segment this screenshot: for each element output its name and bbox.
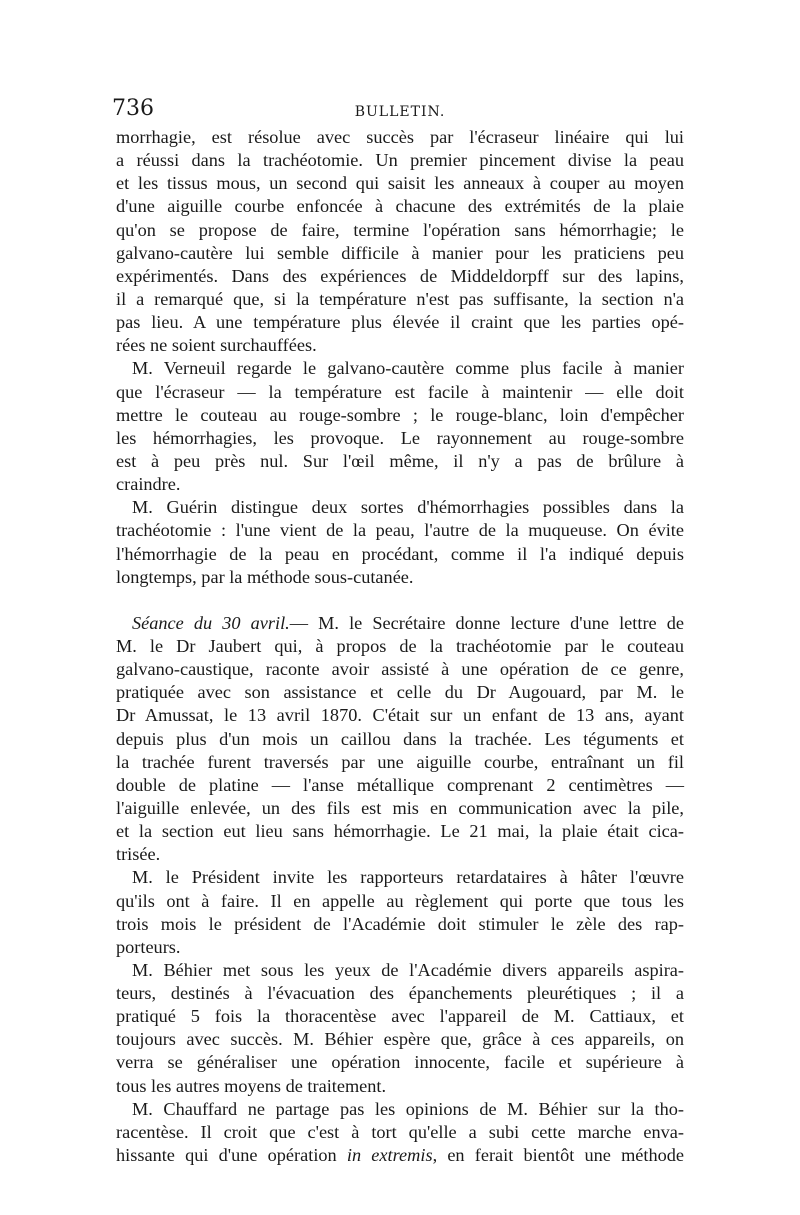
text-line: M. le Dr Jaubert qui, à propos de la trachéotomie par le couteau xyxy=(116,635,684,656)
text-line: depuis plus d'un mois un caillou dans la trachée. Les téguments et xyxy=(116,728,684,749)
text-line: M. le Président invite les rapporteurs retardataires à hâter l'œuvre xyxy=(132,867,684,888)
text-line: l'aiguille enlevée, un des fils est mis en communication avec la pile, xyxy=(116,797,684,818)
paragraph-5 xyxy=(116,866,684,959)
text-line: a réussi dans la trachéotomie. Un premier pincement divise la peau xyxy=(116,150,684,171)
text-line: verra se généraliser une opération innocente, facile et supérieure à xyxy=(116,1052,684,1073)
running-head: BULLETIN. xyxy=(354,104,446,120)
session-date: Séance du 30 avril. xyxy=(132,612,290,633)
text-line: galvano-cautère lui semble difficile à manier pour les praticiens peu xyxy=(116,242,684,263)
text-line: racentèse. Il croit que c'est à tort qu'elle a subi cette marche enva- xyxy=(116,1121,684,1142)
paragraph-6 xyxy=(116,959,684,1098)
text-line: morrhagie, est résolue avec succès par l'écraseur linéaire qui lui xyxy=(116,127,684,147)
text-line: galvano-caustique, raconte avoir assisté à une opération de ce genre, xyxy=(116,659,684,680)
text-line: qu'ils ont à faire. Il en appelle au règlement qui porte que tous les xyxy=(116,890,684,911)
text-line: et les tissus mous, un second qui saisit les anneaux à couper au moyen xyxy=(116,173,684,194)
page-number: 736 xyxy=(112,96,154,121)
text-line: qu'on se propose de faire, termine l'opération sans hémorrhagie; le xyxy=(116,219,684,240)
text-line: porteurs. xyxy=(116,936,181,957)
paragraph-4 xyxy=(116,612,684,867)
text-line: tous les autres moyens de traitement. xyxy=(116,1075,387,1096)
text-line: longtemps, par la méthode sous-cutanée. xyxy=(116,566,414,587)
text-line: M. Chauffard ne partage pas les opinions de M. Béhier sur la tho- xyxy=(132,1098,684,1119)
text-line xyxy=(116,612,684,635)
text-line: double de platine — l'anse métallique comprenant 2 centimètres — xyxy=(116,774,684,795)
text-line: la trachée furent traversés par une aiguille courbe, entraînant un fil xyxy=(116,751,684,772)
text-line: M. Béhier met sous les yeux de l'Académie divers appareils aspira- xyxy=(132,959,684,980)
section-break xyxy=(116,589,684,612)
text-line: les hémorrhagies, les provoque. Le rayonnement au rouge-sombre xyxy=(116,427,684,448)
text-line: M. Verneuil regarde le galvano-cautère comme plus facile à manier xyxy=(132,358,684,379)
text-line: trois mois le président de l'Académie doit stimuler le zèle des rap- xyxy=(116,913,684,934)
text-line: pratiqué 5 fois la thoracentèse avec l'appareil de M. Cattiaux, et xyxy=(116,1006,684,1027)
paragraph-2 xyxy=(116,357,684,496)
text-line: Dr Amussat, le 13 avril 1870. C'était sur un enfant de 13 ans, ayant xyxy=(116,705,684,726)
text-line: hissante qui d'une opération in extremis, en ferait bientôt une méthode xyxy=(116,1145,685,1166)
document-page xyxy=(112,96,685,1167)
text-line: que l'écraseur — la température est facile à maintenir — elle doit xyxy=(116,381,684,402)
paragraph-3 xyxy=(116,496,684,589)
session-text: — M. le Secrétaire donne lecture d'une lettre de xyxy=(289,612,684,633)
paragraph-1 xyxy=(116,126,684,357)
text-line: trisée. xyxy=(116,844,161,865)
text-line: expérimentés. Dans des expériences de Middeldorpff sur des lapins, xyxy=(116,265,684,286)
text-line: pratiquée avec son assistance et celle du Dr Augouard, par M. le xyxy=(116,682,684,703)
text-line: craindre. xyxy=(116,474,181,495)
text-line: d'une aiguille courbe enfoncée à chacune des extrémités de la plaie xyxy=(116,196,684,217)
text-line: rées ne soient surchauffées. xyxy=(116,335,317,356)
text-line: l'hémorrhagie de la peau en procédant, comme il l'a indiqué depuis xyxy=(116,543,684,564)
text-line: mettre le couteau au rouge-sombre ; le rouge-blanc, loin d'empêcher xyxy=(116,404,684,425)
text-line: trachéotomie : l'une vient de la peau, l'autre de la muqueuse. On évite xyxy=(116,520,684,541)
text-line: il a remarqué que, si la température n'est pas suffisante, la section n'a xyxy=(116,288,684,309)
text-line: et la section eut lieu sans hémorrhagie. Le 21 mai, la plaie était cica- xyxy=(116,821,684,842)
text-line: pas lieu. A une température plus élevée il craint que les parties opé- xyxy=(116,312,684,333)
text-line: toujours avec succès. M. Béhier espère que, grâce à ces appareils, on xyxy=(116,1029,684,1050)
text-line: M. Guérin distingue deux sortes d'hémorrhagies possibles dans la xyxy=(132,497,684,518)
paragraph-7 xyxy=(116,1098,684,1167)
text-line: est à peu près nul. Sur l'œil même, il n'y a pas de brûlure à xyxy=(116,450,684,471)
text-line: teurs, destinés à l'évacuation des épanchements pleurétiques ; il a xyxy=(116,983,684,1004)
page-header xyxy=(112,96,684,126)
italic-phrase: in extremis xyxy=(346,1145,433,1166)
